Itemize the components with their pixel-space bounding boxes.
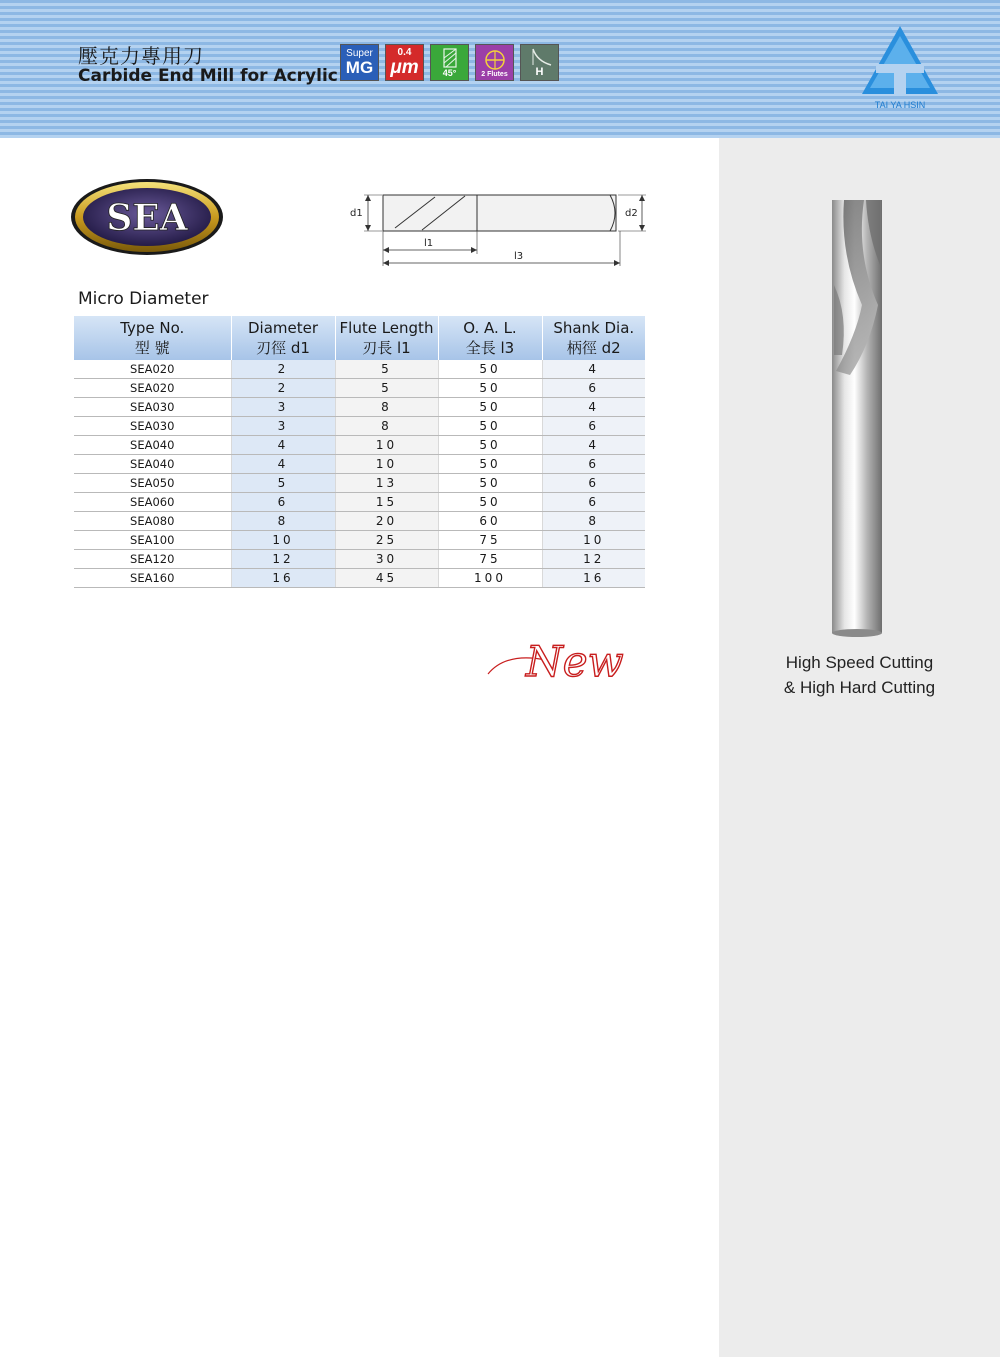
table-row: [74, 379, 645, 398]
oal-cell: 75: [438, 550, 542, 569]
header-type-no: Type No. 型 號: [74, 316, 231, 360]
table-header-row: [74, 316, 645, 360]
flute-length-cell: 8: [335, 398, 438, 417]
header-shank-dia: Shank Dia. 柄徑 d2: [542, 316, 645, 360]
helix-icon: [435, 47, 465, 69]
badge-line2: H: [535, 66, 544, 78]
oal-cell: 50: [438, 455, 542, 474]
diameter-cell: 2: [231, 360, 335, 379]
header-diameter: Diameter 刃徑 d1: [231, 316, 335, 360]
oal-cell: 50: [438, 436, 542, 455]
oal-cell: 50: [438, 360, 542, 379]
shank-cell: 6: [542, 455, 645, 474]
title-english: Carbide End Mill for Acrylic: [78, 66, 338, 86]
section-title: Micro Diameter: [78, 289, 209, 309]
helix-45-badge: [430, 44, 469, 81]
caption-line2: & High Hard Cutting: [783, 678, 936, 697]
feature-badges: [340, 44, 559, 81]
shank-cell: 6: [542, 493, 645, 512]
diameter-cell: 4: [231, 436, 335, 455]
badge-line1: Super: [346, 48, 373, 59]
diameter-cell: 12: [231, 550, 335, 569]
table-row: [74, 493, 645, 512]
type-cell: SEA160: [74, 569, 231, 588]
type-cell: SEA060: [74, 493, 231, 512]
new-label: [486, 622, 651, 692]
badge-line2: μm: [390, 57, 419, 78]
emblem-text: SEA: [106, 197, 188, 239]
end-mill-photo: [822, 195, 892, 640]
flute-length-cell: 10: [335, 455, 438, 474]
oal-cell: 50: [438, 417, 542, 436]
flute-length-cell: 25: [335, 531, 438, 550]
shank-cell: 4: [542, 436, 645, 455]
diameter-cell: 10: [231, 531, 335, 550]
shank-cell: 6: [542, 474, 645, 493]
shank-cell: 4: [542, 360, 645, 379]
badge-line2: 45°: [442, 68, 457, 78]
table-row: [74, 398, 645, 417]
badge-line1: 0.4: [397, 47, 412, 58]
label-l1: l1: [424, 238, 434, 249]
flute-length-cell: 5: [335, 360, 438, 379]
super-mg-badge: [340, 44, 379, 81]
table-row: [74, 569, 645, 588]
diameter-cell: 8: [231, 512, 335, 531]
type-cell: SEA100: [74, 531, 231, 550]
type-cell: SEA020: [74, 379, 231, 398]
shank-cell: 6: [542, 417, 645, 436]
table-row: [74, 436, 645, 455]
badge-line2: MG: [345, 58, 374, 77]
table-row: [74, 455, 645, 474]
type-cell: SEA120: [74, 550, 231, 569]
diameter-cell: 3: [231, 417, 335, 436]
shank-cell: 6: [542, 379, 645, 398]
oal-cell: 60: [438, 512, 542, 531]
flutes-icon: [480, 49, 510, 71]
table-row: [74, 360, 645, 379]
label-l3: l3: [514, 251, 524, 262]
diameter-cell: 6: [231, 493, 335, 512]
header-flute-length: Flute Length 刃長 l1: [335, 316, 438, 360]
label-d2: d2: [625, 208, 638, 219]
diameter-cell: 4: [231, 455, 335, 474]
new-text: New: [526, 637, 624, 686]
table-row: [74, 512, 645, 531]
type-cell: SEA050: [74, 474, 231, 493]
diameter-cell: 5: [231, 474, 335, 493]
table-row: [74, 474, 645, 493]
hardness-badge: [520, 44, 559, 81]
flute-length-cell: 15: [335, 493, 438, 512]
table-row: [74, 417, 645, 436]
company-name: TAI YA HSIN: [874, 100, 926, 110]
oal-cell: 75: [438, 531, 542, 550]
shank-cell: 16: [542, 569, 645, 588]
flute-length-cell: 8: [335, 417, 438, 436]
table-row: [74, 531, 645, 550]
flute-length-cell: 10: [335, 436, 438, 455]
dimension-diagram: [340, 188, 650, 268]
type-cell: SEA020: [74, 360, 231, 379]
flute-length-cell: 45: [335, 569, 438, 588]
header-oal: O. A. L. 全長 l3: [438, 316, 542, 360]
header-band: [0, 0, 1000, 138]
title-chinese: 壓克力專用刀: [78, 44, 204, 68]
badge-line2: 2 Flutes: [481, 71, 508, 78]
oal-cell: 100: [438, 569, 542, 588]
shank-cell: 10: [542, 531, 645, 550]
shank-cell: 12: [542, 550, 645, 569]
oal-cell: 50: [438, 474, 542, 493]
flute-length-cell: 5: [335, 379, 438, 398]
type-cell: SEA040: [74, 436, 231, 455]
table-row: [74, 550, 645, 569]
type-cell: SEA040: [74, 455, 231, 474]
oal-cell: 50: [438, 379, 542, 398]
curve-icon: [525, 47, 555, 67]
caption-line1: High Speed Cutting: [785, 653, 934, 672]
diameter-cell: 2: [231, 379, 335, 398]
type-cell: SEA080: [74, 512, 231, 531]
sea-series-emblem: [70, 177, 225, 257]
flute-length-cell: 13: [335, 474, 438, 493]
shank-cell: 4: [542, 398, 645, 417]
two-flutes-badge: [475, 44, 514, 81]
flute-length-cell: 20: [335, 512, 438, 531]
type-cell: SEA030: [74, 398, 231, 417]
spec-table: [74, 316, 645, 588]
flute-length-cell: 30: [335, 550, 438, 569]
shank-cell: 8: [542, 512, 645, 531]
type-cell: SEA030: [74, 417, 231, 436]
side-caption: [719, 650, 1000, 700]
diameter-cell: 3: [231, 398, 335, 417]
label-d1: d1: [350, 208, 363, 219]
diameter-cell: 16: [231, 569, 335, 588]
oal-cell: 50: [438, 398, 542, 417]
micron-badge: [385, 44, 424, 81]
oal-cell: 50: [438, 493, 542, 512]
